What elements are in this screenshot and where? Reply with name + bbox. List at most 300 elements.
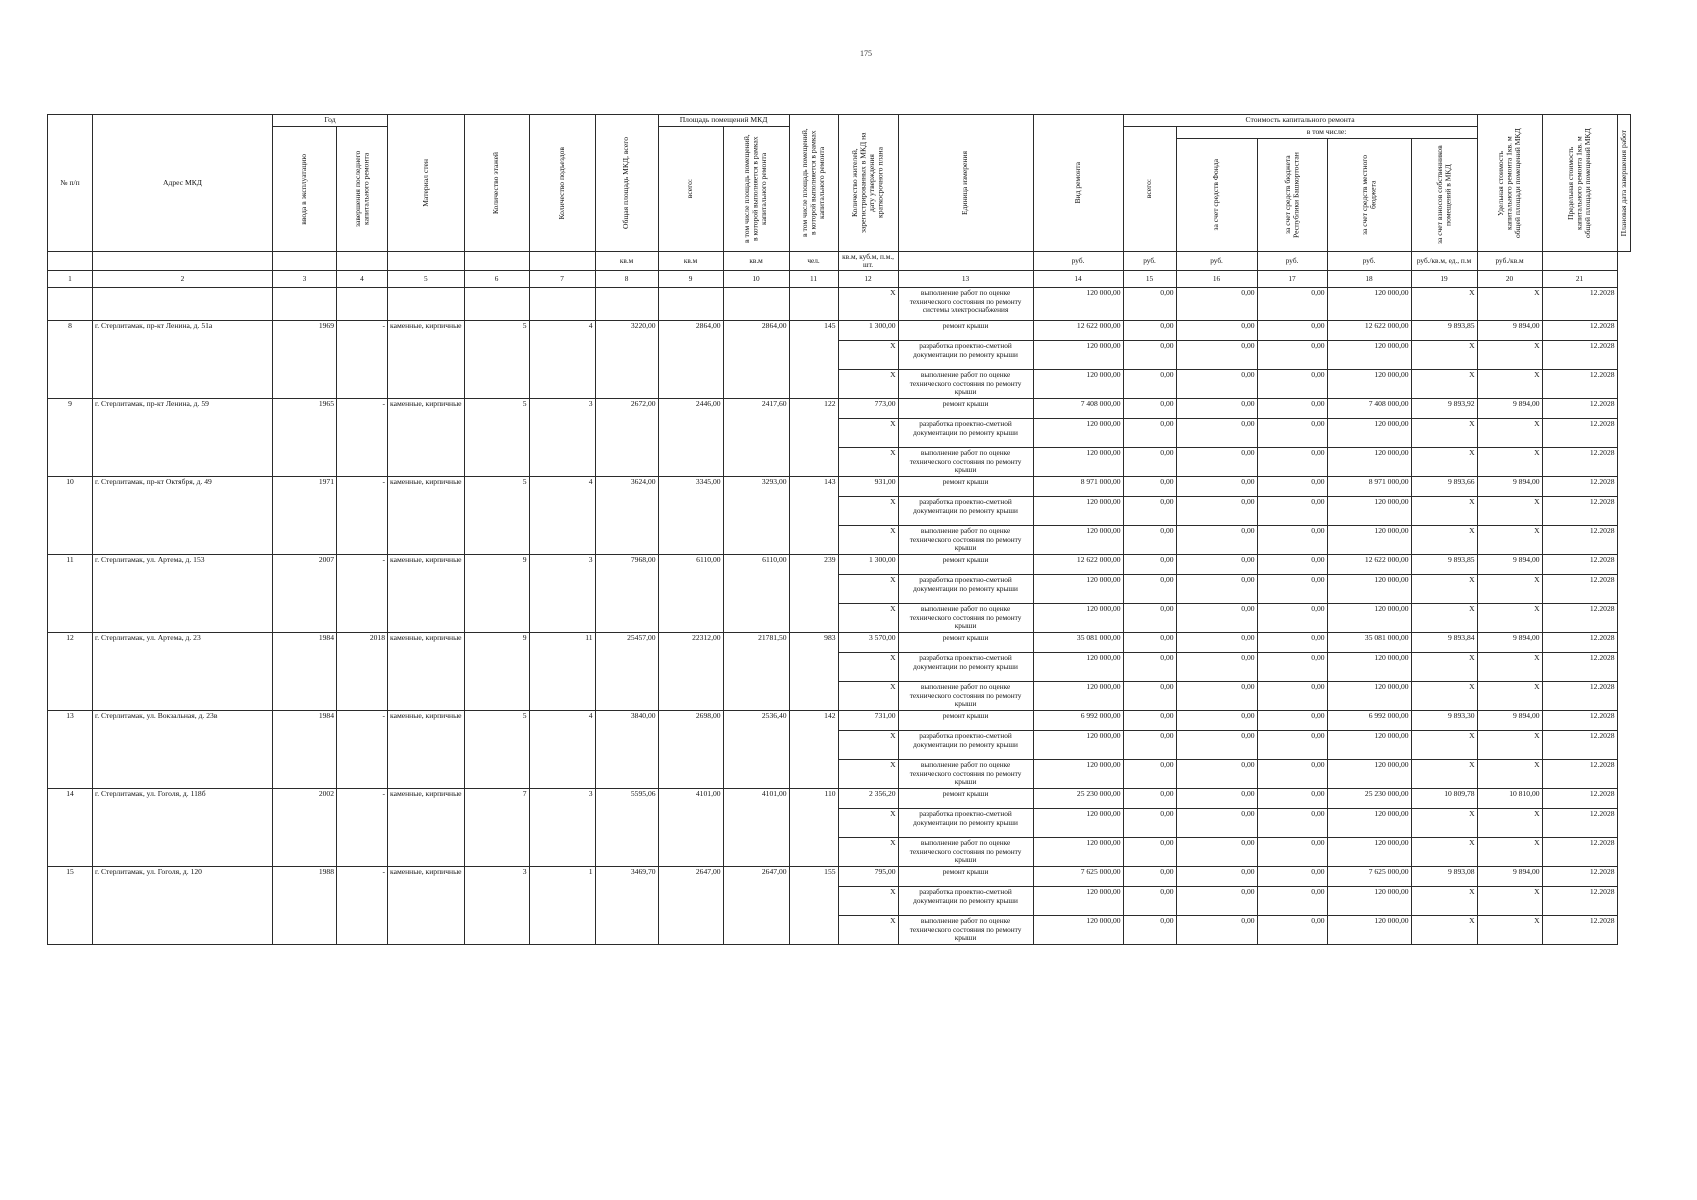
carry-over-row bbox=[48, 288, 1631, 321]
unit-cost: 9 893,92 bbox=[1411, 399, 1477, 419]
cost-total: 12 622 000,00 bbox=[1033, 555, 1123, 575]
page-number: 175 bbox=[860, 49, 872, 58]
work-unit: X bbox=[838, 682, 898, 711]
cost-owners: 120 000,00 bbox=[1327, 497, 1411, 526]
deadline: 12.2028 bbox=[1542, 838, 1617, 867]
unit-cost-local: руб. bbox=[1257, 252, 1327, 271]
cost-owners: 120 000,00 bbox=[1327, 526, 1411, 555]
entrances: 1 bbox=[529, 867, 595, 945]
limit-cost: X bbox=[1477, 809, 1542, 838]
cost-local: 0,00 bbox=[1257, 526, 1327, 555]
cost-fund: 0,00 bbox=[1123, 497, 1176, 526]
cost-region: 0,00 bbox=[1176, 867, 1257, 887]
premises-residential: 4101,00 bbox=[723, 789, 789, 867]
unit-cost: X bbox=[1411, 448, 1477, 477]
carry-cost-region: 0,00 bbox=[1176, 288, 1257, 321]
limit-cost: 9 894,00 bbox=[1477, 321, 1542, 341]
cost-total: 120 000,00 bbox=[1033, 809, 1123, 838]
total-area: 3469,70 bbox=[595, 867, 658, 945]
cost-local: 0,00 bbox=[1257, 887, 1327, 916]
work-type: разработка проектно-сметной документации по ремонту крыши bbox=[898, 497, 1033, 526]
unit-cost: 9 893,85 bbox=[1411, 555, 1477, 575]
building-num: 12 bbox=[48, 633, 93, 711]
entrances: 3 bbox=[529, 789, 595, 867]
work-type: выполнение работ по оценке технического состояния по ремонту крыши bbox=[898, 916, 1033, 945]
cost-local: 0,00 bbox=[1257, 711, 1327, 731]
residents: 155 bbox=[789, 867, 838, 945]
work-type: разработка проектно-сметной документации по ремонту крыши bbox=[898, 341, 1033, 370]
cost-owners: 8 971 000,00 bbox=[1327, 477, 1411, 497]
table-header bbox=[48, 115, 1631, 288]
year-commission: 1969 bbox=[273, 321, 337, 399]
cost-region: 0,00 bbox=[1176, 682, 1257, 711]
cost-local: 0,00 bbox=[1257, 809, 1327, 838]
cost-fund: 0,00 bbox=[1123, 789, 1176, 809]
header-entrances: Количество подъездов bbox=[529, 115, 595, 252]
cost-owners: 120 000,00 bbox=[1327, 838, 1411, 867]
deadline: 12.2028 bbox=[1542, 497, 1617, 526]
cost-owners: 120 000,00 bbox=[1327, 370, 1411, 399]
limit-cost: X bbox=[1477, 341, 1542, 370]
column-number: 12 bbox=[838, 271, 898, 288]
cost-total: 120 000,00 bbox=[1033, 526, 1123, 555]
premises-total: 2698,00 bbox=[658, 711, 723, 789]
deadline: 12.2028 bbox=[1542, 711, 1617, 731]
deadline: 12.2028 bbox=[1542, 477, 1617, 497]
unit-cost: X bbox=[1411, 575, 1477, 604]
cost-total: 120 000,00 bbox=[1033, 760, 1123, 789]
cost-total: 120 000,00 bbox=[1033, 682, 1123, 711]
entrances: 3 bbox=[529, 399, 595, 477]
column-number: 10 bbox=[723, 271, 789, 288]
column-number: 17 bbox=[1257, 271, 1327, 288]
column-number: 5 bbox=[388, 271, 465, 288]
cost-local: 0,00 bbox=[1257, 760, 1327, 789]
year-commission: 1971 bbox=[273, 477, 337, 555]
limit-cost: X bbox=[1477, 916, 1542, 945]
cost-total: 120 000,00 bbox=[1033, 448, 1123, 477]
deadline: 12.2028 bbox=[1542, 887, 1617, 916]
building-num: 13 bbox=[48, 711, 93, 789]
work-type: разработка проектно-сметной документации по ремонту крыши bbox=[898, 731, 1033, 760]
cost-local: 0,00 bbox=[1257, 321, 1327, 341]
premises-residential: 6110,00 bbox=[723, 555, 789, 633]
work-type: ремонт крыши bbox=[898, 321, 1033, 341]
limit-cost: X bbox=[1477, 604, 1542, 633]
unit-cost: X bbox=[1411, 916, 1477, 945]
building-num: 14 bbox=[48, 789, 93, 867]
year-commission: 2002 bbox=[273, 789, 337, 867]
cost-fund: 0,00 bbox=[1123, 653, 1176, 682]
work-type: ремонт крыши bbox=[898, 711, 1033, 731]
unit-cost: X bbox=[1411, 887, 1477, 916]
cost-local: 0,00 bbox=[1257, 477, 1327, 497]
premises-total: 2647,00 bbox=[658, 867, 723, 945]
deadline: 12.2028 bbox=[1542, 575, 1617, 604]
header-deadline: Плановая дата завершения работ bbox=[1617, 115, 1631, 252]
cost-local: 0,00 bbox=[1257, 419, 1327, 448]
work-type: ремонт крыши bbox=[898, 789, 1033, 809]
building-row bbox=[48, 555, 1631, 575]
building-num: 15 bbox=[48, 867, 93, 945]
residents: 239 bbox=[789, 555, 838, 633]
cost-owners: 120 000,00 bbox=[1327, 419, 1411, 448]
cost-fund: 0,00 bbox=[1123, 809, 1176, 838]
work-type: разработка проектно-сметной документации по ремонту крыши bbox=[898, 809, 1033, 838]
cost-owners: 120 000,00 bbox=[1327, 575, 1411, 604]
carry-limit-cost: X bbox=[1477, 288, 1542, 321]
building-address: г. Стерлитамак, пр-кт Октября, д. 49 bbox=[93, 477, 273, 555]
limit-cost: X bbox=[1477, 575, 1542, 604]
cost-local: 0,00 bbox=[1257, 341, 1327, 370]
cost-total: 6 992 000,00 bbox=[1033, 711, 1123, 731]
wall-material: каменные, кирпичные bbox=[388, 555, 465, 633]
header-cost-owners: за счет взносов собственников помещений в МКД bbox=[1411, 139, 1477, 252]
cost-region: 0,00 bbox=[1176, 731, 1257, 760]
cost-owners: 25 230 000,00 bbox=[1327, 789, 1411, 809]
work-unit: X bbox=[838, 838, 898, 867]
repair-register-table bbox=[47, 114, 1631, 945]
building-num: 9 bbox=[48, 399, 93, 477]
work-type: ремонт крыши bbox=[898, 633, 1033, 653]
table-body bbox=[48, 288, 1631, 945]
cost-region: 0,00 bbox=[1176, 575, 1257, 604]
deadline: 12.2028 bbox=[1542, 760, 1617, 789]
limit-cost: X bbox=[1477, 682, 1542, 711]
year-repair: 2018 bbox=[337, 633, 388, 711]
cost-owners: 120 000,00 bbox=[1327, 448, 1411, 477]
limit-cost: X bbox=[1477, 653, 1542, 682]
building-row bbox=[48, 321, 1631, 341]
carry-work: выполнение работ по оценке технического состояния по ремонту системы электроснабжения bbox=[898, 288, 1033, 321]
year-commission: 1984 bbox=[273, 633, 337, 711]
year-repair: - bbox=[337, 789, 388, 867]
unit-cost: 9 893,08 bbox=[1411, 867, 1477, 887]
deadline: 12.2028 bbox=[1542, 682, 1617, 711]
cost-owners: 120 000,00 bbox=[1327, 653, 1411, 682]
limit-cost: X bbox=[1477, 731, 1542, 760]
total-area: 2672,00 bbox=[595, 399, 658, 477]
header-incl: в том числе: bbox=[1176, 127, 1477, 139]
header-cost-local: за счет средств местного бюджета bbox=[1327, 139, 1411, 252]
deadline: 12.2028 bbox=[1542, 604, 1617, 633]
wall-material: каменные, кирпичные bbox=[388, 867, 465, 945]
cost-local: 0,00 bbox=[1257, 916, 1327, 945]
deadline: 12.2028 bbox=[1542, 633, 1617, 653]
column-numbers-row bbox=[48, 271, 1631, 288]
cost-local: 0,00 bbox=[1257, 653, 1327, 682]
limit-cost: X bbox=[1477, 419, 1542, 448]
work-unit: X bbox=[838, 448, 898, 477]
unit-limit-cost: руб./кв.м bbox=[1477, 252, 1542, 271]
deadline: 12.2028 bbox=[1542, 370, 1617, 399]
unit-cost: 10 809,78 bbox=[1411, 789, 1477, 809]
work-type: выполнение работ по оценке технического состояния по ремонту крыши bbox=[898, 682, 1033, 711]
unit-cost: X bbox=[1411, 419, 1477, 448]
deadline: 12.2028 bbox=[1542, 809, 1617, 838]
cost-fund: 0,00 bbox=[1123, 555, 1176, 575]
cost-region: 0,00 bbox=[1176, 448, 1257, 477]
premises-residential: 2647,00 bbox=[723, 867, 789, 945]
column-number: 21 bbox=[1542, 271, 1617, 288]
wall-material: каменные, кирпичные bbox=[388, 633, 465, 711]
header-unit: Единица измерения bbox=[898, 115, 1033, 252]
unit-unit-cost: руб./кв.м, ед., п.м bbox=[1411, 252, 1477, 271]
unit-cost-region: руб. bbox=[1176, 252, 1257, 271]
header-floors: Количество этажей bbox=[464, 115, 529, 252]
work-unit: 1 300,00 bbox=[838, 321, 898, 341]
work-unit: 773,00 bbox=[838, 399, 898, 419]
premises-residential: 3293,00 bbox=[723, 477, 789, 555]
premises-total: 2864,00 bbox=[658, 321, 723, 399]
cost-region: 0,00 bbox=[1176, 760, 1257, 789]
cost-region: 0,00 bbox=[1176, 789, 1257, 809]
work-type: разработка проектно-сметной документации по ремонту крыши bbox=[898, 419, 1033, 448]
header-premises-residential: в том числе площадь помещений, в которой выполняется в рамках капитального ремонта bbox=[789, 115, 838, 252]
year-commission: 1988 bbox=[273, 867, 337, 945]
cost-total: 120 000,00 bbox=[1033, 653, 1123, 682]
work-type: разработка проектно-сметной документации по ремонту крыши bbox=[898, 887, 1033, 916]
cost-region: 0,00 bbox=[1176, 633, 1257, 653]
work-type: разработка проектно-сметной документации по ремонту крыши bbox=[898, 653, 1033, 682]
total-area: 3624,00 bbox=[595, 477, 658, 555]
units-row bbox=[48, 252, 1631, 271]
cost-owners: 12 622 000,00 bbox=[1327, 555, 1411, 575]
limit-cost: 10 810,00 bbox=[1477, 789, 1542, 809]
cost-local: 0,00 bbox=[1257, 731, 1327, 760]
premises-residential: 21781,50 bbox=[723, 633, 789, 711]
deadline: 12.2028 bbox=[1542, 448, 1617, 477]
unit-cost-total: руб. bbox=[1033, 252, 1123, 271]
work-unit: X bbox=[838, 760, 898, 789]
total-area: 3840,00 bbox=[595, 711, 658, 789]
header-address: Адрес МКД bbox=[93, 115, 273, 252]
cost-fund: 0,00 bbox=[1123, 341, 1176, 370]
year-repair: - bbox=[337, 555, 388, 633]
unit-cost: 9 893,85 bbox=[1411, 321, 1477, 341]
unit-cost: X bbox=[1411, 526, 1477, 555]
cost-region: 0,00 bbox=[1176, 711, 1257, 731]
floors: 5 bbox=[464, 711, 529, 789]
cost-local: 0,00 bbox=[1257, 575, 1327, 604]
unit-cost: X bbox=[1411, 809, 1477, 838]
cost-fund: 0,00 bbox=[1123, 633, 1176, 653]
work-type: ремонт крыши bbox=[898, 477, 1033, 497]
cost-local: 0,00 bbox=[1257, 370, 1327, 399]
floors: 9 bbox=[464, 633, 529, 711]
premises-residential: 2417,60 bbox=[723, 399, 789, 477]
header-cost-fund: за счет средств Фонда bbox=[1176, 139, 1257, 252]
header-year-repair: завершения последнего капитального ремонта bbox=[337, 127, 388, 252]
work-unit: X bbox=[838, 341, 898, 370]
cost-total: 12 622 000,00 bbox=[1033, 321, 1123, 341]
cost-region: 0,00 bbox=[1176, 809, 1257, 838]
work-type: ремонт крыши bbox=[898, 555, 1033, 575]
work-type: ремонт крыши bbox=[898, 867, 1033, 887]
cost-local: 0,00 bbox=[1257, 448, 1327, 477]
limit-cost: 9 894,00 bbox=[1477, 555, 1542, 575]
year-commission: 1984 bbox=[273, 711, 337, 789]
cost-owners: 120 000,00 bbox=[1327, 809, 1411, 838]
unit-cost-fund: руб. bbox=[1123, 252, 1176, 271]
wall-material: каменные, кирпичные bbox=[388, 711, 465, 789]
unit-cost: X bbox=[1411, 604, 1477, 633]
building-num: 11 bbox=[48, 555, 93, 633]
residents: 142 bbox=[789, 711, 838, 789]
carry-cost-fund: 0,00 bbox=[1123, 288, 1176, 321]
limit-cost: 9 894,00 bbox=[1477, 711, 1542, 731]
deadline: 12.2028 bbox=[1542, 555, 1617, 575]
cost-owners: 120 000,00 bbox=[1327, 682, 1411, 711]
limit-cost: 9 894,00 bbox=[1477, 399, 1542, 419]
cost-fund: 0,00 bbox=[1123, 370, 1176, 399]
building-address: г. Стерлитамак, пр-кт Ленина, д. 59 bbox=[93, 399, 273, 477]
cost-total: 120 000,00 bbox=[1033, 838, 1123, 867]
work-unit: X bbox=[838, 887, 898, 916]
header-total-area: Общая площадь МКД, всего bbox=[595, 115, 658, 252]
entrances: 3 bbox=[529, 555, 595, 633]
header-premises-group: Площадь помещений МКД bbox=[658, 115, 789, 127]
work-unit: 931,00 bbox=[838, 477, 898, 497]
work-unit: X bbox=[838, 497, 898, 526]
column-number: 19 bbox=[1411, 271, 1477, 288]
cost-total: 120 000,00 bbox=[1033, 604, 1123, 633]
cost-region: 0,00 bbox=[1176, 321, 1257, 341]
work-type: выполнение работ по оценке технического состояния по ремонту крыши bbox=[898, 526, 1033, 555]
year-repair: - bbox=[337, 321, 388, 399]
cost-region: 0,00 bbox=[1176, 653, 1257, 682]
cost-owners: 120 000,00 bbox=[1327, 916, 1411, 945]
total-area: 25457,00 bbox=[595, 633, 658, 711]
unit-cost: X bbox=[1411, 653, 1477, 682]
carry-cost-total: 120 000,00 bbox=[1033, 288, 1123, 321]
cost-owners: 120 000,00 bbox=[1327, 760, 1411, 789]
work-type: выполнение работ по оценке технического состояния по ремонту крыши bbox=[898, 838, 1033, 867]
column-number: 15 bbox=[1123, 271, 1176, 288]
column-number: 20 bbox=[1477, 271, 1542, 288]
limit-cost: X bbox=[1477, 760, 1542, 789]
building-row bbox=[48, 867, 1631, 887]
entrances: 11 bbox=[529, 633, 595, 711]
cost-region: 0,00 bbox=[1176, 555, 1257, 575]
column-number: 13 bbox=[898, 271, 1033, 288]
work-unit: 1 300,00 bbox=[838, 555, 898, 575]
cost-owners: 7 408 000,00 bbox=[1327, 399, 1411, 419]
header-cost-total: всего: bbox=[1123, 127, 1176, 252]
wall-material: каменные, кирпичные bbox=[388, 477, 465, 555]
cost-total: 120 000,00 bbox=[1033, 916, 1123, 945]
residents: 122 bbox=[789, 399, 838, 477]
column-number: 1 bbox=[48, 271, 93, 288]
unit-total-area: кв.м bbox=[595, 252, 658, 271]
unit-cost: X bbox=[1411, 682, 1477, 711]
building-address: г. Стерлитамак, ул. Артема, д. 23 bbox=[93, 633, 273, 711]
year-commission: 1965 bbox=[273, 399, 337, 477]
carry-cost-local: 0,00 bbox=[1257, 288, 1327, 321]
cost-total: 8 971 000,00 bbox=[1033, 477, 1123, 497]
cost-region: 0,00 bbox=[1176, 838, 1257, 867]
building-row bbox=[48, 633, 1631, 653]
cost-region: 0,00 bbox=[1176, 399, 1257, 419]
carry-cost-owners: 120 000,00 bbox=[1327, 288, 1411, 321]
deadline: 12.2028 bbox=[1542, 653, 1617, 682]
deadline: 12.2028 bbox=[1542, 419, 1617, 448]
deadline: 12.2028 bbox=[1542, 731, 1617, 760]
unit-unit: кв.м, куб.м, п.м., шт. bbox=[838, 252, 898, 271]
cost-region: 0,00 bbox=[1176, 477, 1257, 497]
header-premises-total: всего: bbox=[658, 127, 723, 252]
deadline: 12.2028 bbox=[1542, 321, 1617, 341]
column-number: 3 bbox=[273, 271, 337, 288]
cost-owners: 12 622 000,00 bbox=[1327, 321, 1411, 341]
cost-fund: 0,00 bbox=[1123, 867, 1176, 887]
work-unit: X bbox=[838, 916, 898, 945]
year-repair: - bbox=[337, 477, 388, 555]
year-repair: - bbox=[337, 867, 388, 945]
building-num: 8 bbox=[48, 321, 93, 399]
work-unit: X bbox=[838, 653, 898, 682]
premises-residential: 2864,00 bbox=[723, 321, 789, 399]
limit-cost: X bbox=[1477, 448, 1542, 477]
cost-local: 0,00 bbox=[1257, 789, 1327, 809]
cost-local: 0,00 bbox=[1257, 555, 1327, 575]
building-num: 10 bbox=[48, 477, 93, 555]
building-address: г. Стерлитамак, ул. Гоголя, д. 118б bbox=[93, 789, 273, 867]
unit-premises-total: кв.м bbox=[658, 252, 723, 271]
column-number: 18 bbox=[1327, 271, 1411, 288]
cost-total: 120 000,00 bbox=[1033, 341, 1123, 370]
building-row bbox=[48, 399, 1631, 419]
cost-fund: 0,00 bbox=[1123, 604, 1176, 633]
floors: 5 bbox=[464, 399, 529, 477]
floors: 9 bbox=[464, 555, 529, 633]
cost-total: 120 000,00 bbox=[1033, 731, 1123, 760]
deadline: 12.2028 bbox=[1542, 399, 1617, 419]
work-type: выполнение работ по оценке технического состояния по ремонту крыши bbox=[898, 760, 1033, 789]
header-cost-group: Стоимость капитального ремонта bbox=[1123, 115, 1477, 127]
cost-owners: 6 992 000,00 bbox=[1327, 711, 1411, 731]
work-unit: 2 356,20 bbox=[838, 789, 898, 809]
cost-fund: 0,00 bbox=[1123, 916, 1176, 945]
cost-region: 0,00 bbox=[1176, 341, 1257, 370]
premises-residential: 2536,40 bbox=[723, 711, 789, 789]
cost-total: 120 000,00 bbox=[1033, 370, 1123, 399]
cost-total: 120 000,00 bbox=[1033, 575, 1123, 604]
unit-premises-residential: кв.м bbox=[723, 252, 789, 271]
cost-region: 0,00 bbox=[1176, 887, 1257, 916]
cost-local: 0,00 bbox=[1257, 497, 1327, 526]
deadline: 12.2028 bbox=[1542, 341, 1617, 370]
deadline: 12.2028 bbox=[1542, 867, 1617, 887]
total-area: 7968,00 bbox=[595, 555, 658, 633]
work-unit: 3 570,00 bbox=[838, 633, 898, 653]
entrances: 4 bbox=[529, 711, 595, 789]
residents: 983 bbox=[789, 633, 838, 711]
limit-cost: X bbox=[1477, 887, 1542, 916]
column-number: 14 bbox=[1033, 271, 1123, 288]
limit-cost: 9 894,00 bbox=[1477, 867, 1542, 887]
building-address: г. Стерлитамак, ул. Вокзальная, д. 23в bbox=[93, 711, 273, 789]
unit-cost-owners: руб. bbox=[1327, 252, 1411, 271]
header-year-commission: ввода в эксплуатацию bbox=[273, 127, 337, 252]
total-area: 3220,00 bbox=[595, 321, 658, 399]
building-row bbox=[48, 477, 1631, 497]
header-unit-cost: Удельная стоимость капитального ремонта 1кв. м общей площади помещений МКД bbox=[1477, 115, 1542, 252]
limit-cost: X bbox=[1477, 370, 1542, 399]
header-num: № п/п bbox=[48, 115, 93, 252]
building-address: г. Стерлитамак, ул. Артема, д. 153 bbox=[93, 555, 273, 633]
cost-local: 0,00 bbox=[1257, 633, 1327, 653]
